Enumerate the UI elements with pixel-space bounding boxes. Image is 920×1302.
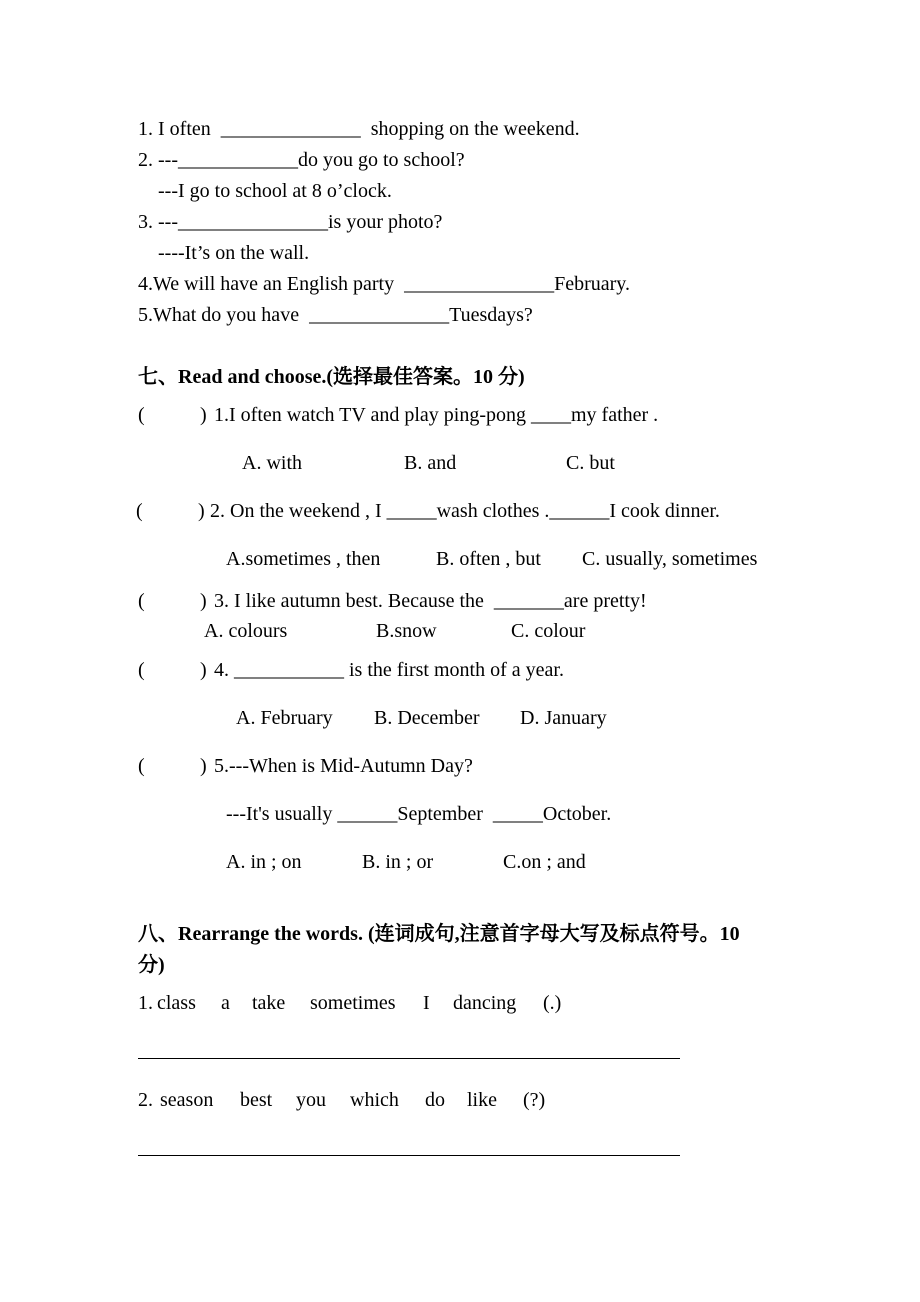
q2-option-a: A.sometimes , then — [226, 548, 381, 570]
rearrange-1-word: dancing — [453, 992, 517, 1014]
rearrange-1-word: (.) — [543, 992, 562, 1014]
fill-blank-3-answer: ----It’s on the wall. — [158, 242, 310, 264]
rearrange-2-answer-line[interactable] — [138, 1155, 680, 1156]
rearrange-1-word: a — [221, 992, 230, 1014]
q3-stem: 3. I like autumn best. Because the _______are pretty! — [214, 590, 647, 612]
q1-paren-open: ( — [138, 404, 145, 426]
rearrange-2-word: which — [350, 1089, 399, 1111]
q4-stem: 4. ___________ is the first month of a year. — [214, 659, 564, 681]
q2-option-c: C. usually, sometimes — [582, 548, 758, 570]
q1-option-c: C. but — [566, 452, 615, 474]
rearrange-2-word: like — [467, 1089, 497, 1111]
q2-option-b: B. often , but — [436, 548, 541, 570]
q4-option-b: B. December — [374, 707, 480, 729]
fill-blank-4: 4.We will have an English party _______________February. — [138, 273, 631, 295]
section7-title: 七、Read and choose.(选择最佳答案。10 分) — [138, 366, 525, 388]
q4-option-c: D. January — [520, 707, 607, 729]
q4-paren-open: ( — [138, 659, 145, 681]
q5-option-b: B. in ; or — [362, 851, 434, 873]
q3-paren-close: ) — [200, 590, 207, 612]
fill-blank-1: 1. I often ______________ shopping on the weekend. — [138, 118, 580, 140]
fill-blank-2-answer: ---I go to school at 8 o’clock. — [158, 180, 392, 202]
rearrange-1-word: sometimes — [310, 992, 396, 1014]
rearrange-2-word: best — [240, 1089, 273, 1111]
q2-paren-open: ( — [136, 500, 143, 522]
q2-paren-close: ) — [198, 500, 205, 522]
rearrange-1-word: I — [423, 992, 430, 1014]
q5-paren-open: ( — [138, 755, 145, 777]
q3-option-c: C. colour — [511, 620, 586, 642]
q1-option-b: B. and — [404, 452, 457, 474]
q3-option-a: A. colours — [204, 620, 288, 642]
rearrange-1-number: 1. — [138, 992, 153, 1014]
q5-stem: 5.---When is Mid-Autumn Day? — [214, 755, 473, 777]
rearrange-2-word: season — [160, 1089, 214, 1111]
rearrange-1-answer-line[interactable] — [138, 1058, 680, 1059]
rearrange-2-word: (?) — [523, 1089, 546, 1111]
q5-option-c: C.on ; and — [503, 851, 586, 873]
q5-paren-close: ) — [200, 755, 207, 777]
q5-answer-line: ---It's usually ______September _____October. — [226, 803, 612, 825]
rearrange-1-word: take — [252, 992, 286, 1014]
q4-option-a: A. February — [236, 707, 333, 729]
q4-paren-close: ) — [200, 659, 207, 681]
q1-option-a: A. with — [242, 452, 302, 474]
fill-blank-5: 5.What do you have ______________Tuesdays? — [138, 304, 533, 326]
q5-option-a: A. in ; on — [226, 851, 302, 873]
q3-paren-open: ( — [138, 590, 145, 612]
q1-stem: 1.I often watch TV and play ping-pong ____my father . — [214, 404, 659, 426]
section8-title: 八、Rearrange the words. (连词成句,注意首字母大写及标点符号。10 — [138, 923, 740, 945]
rearrange-2-number: 2. — [138, 1089, 153, 1111]
q1-paren-close: ) — [200, 404, 207, 426]
q2-stem: 2. On the weekend , I _____wash clothes .______I cook dinner. — [210, 500, 720, 522]
section8-title-cont: 分) — [138, 954, 165, 976]
fill-blank-2: 2. ---____________do you go to school? — [138, 149, 465, 171]
q3-option-b: B.snow — [376, 620, 437, 642]
rearrange-2-word: you — [296, 1089, 326, 1111]
rearrange-2-word: do — [425, 1089, 445, 1111]
fill-blank-3: 3. ---_______________is your photo? — [138, 211, 443, 233]
rearrange-1-word: class — [157, 992, 196, 1014]
